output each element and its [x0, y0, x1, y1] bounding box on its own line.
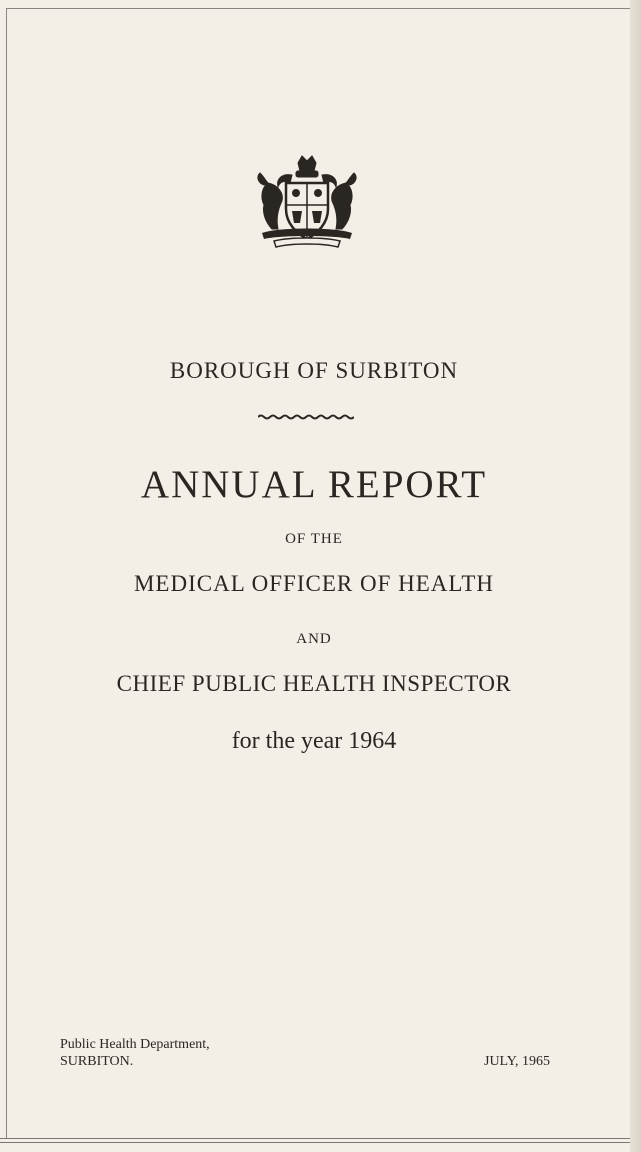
page-edge: [630, 0, 641, 1152]
and-text: AND: [296, 631, 332, 647]
department-name: Public Health Department,: [60, 1037, 210, 1052]
department-town: SURBITON.: [60, 1054, 134, 1069]
bottom-rule: [0, 1142, 641, 1143]
inspector-title: CHIEF PUBLIC HEALTH INSPECTOR: [116, 671, 512, 696]
coat-of-arms-icon: [254, 153, 360, 251]
report-year: for the year 1964: [231, 728, 397, 754]
of-the-text: OF THE: [285, 531, 343, 547]
bottom-rule: [0, 1138, 641, 1139]
borough-name: BOROUGH OF SURBITON: [169, 358, 459, 383]
officer-title: MEDICAL OFFICER OF HEALTH: [133, 571, 495, 596]
report-title: ANNUAL REPORT: [140, 463, 488, 506]
ornament-divider: [258, 414, 354, 420]
publication-date: JULY, 1965: [484, 1054, 551, 1069]
